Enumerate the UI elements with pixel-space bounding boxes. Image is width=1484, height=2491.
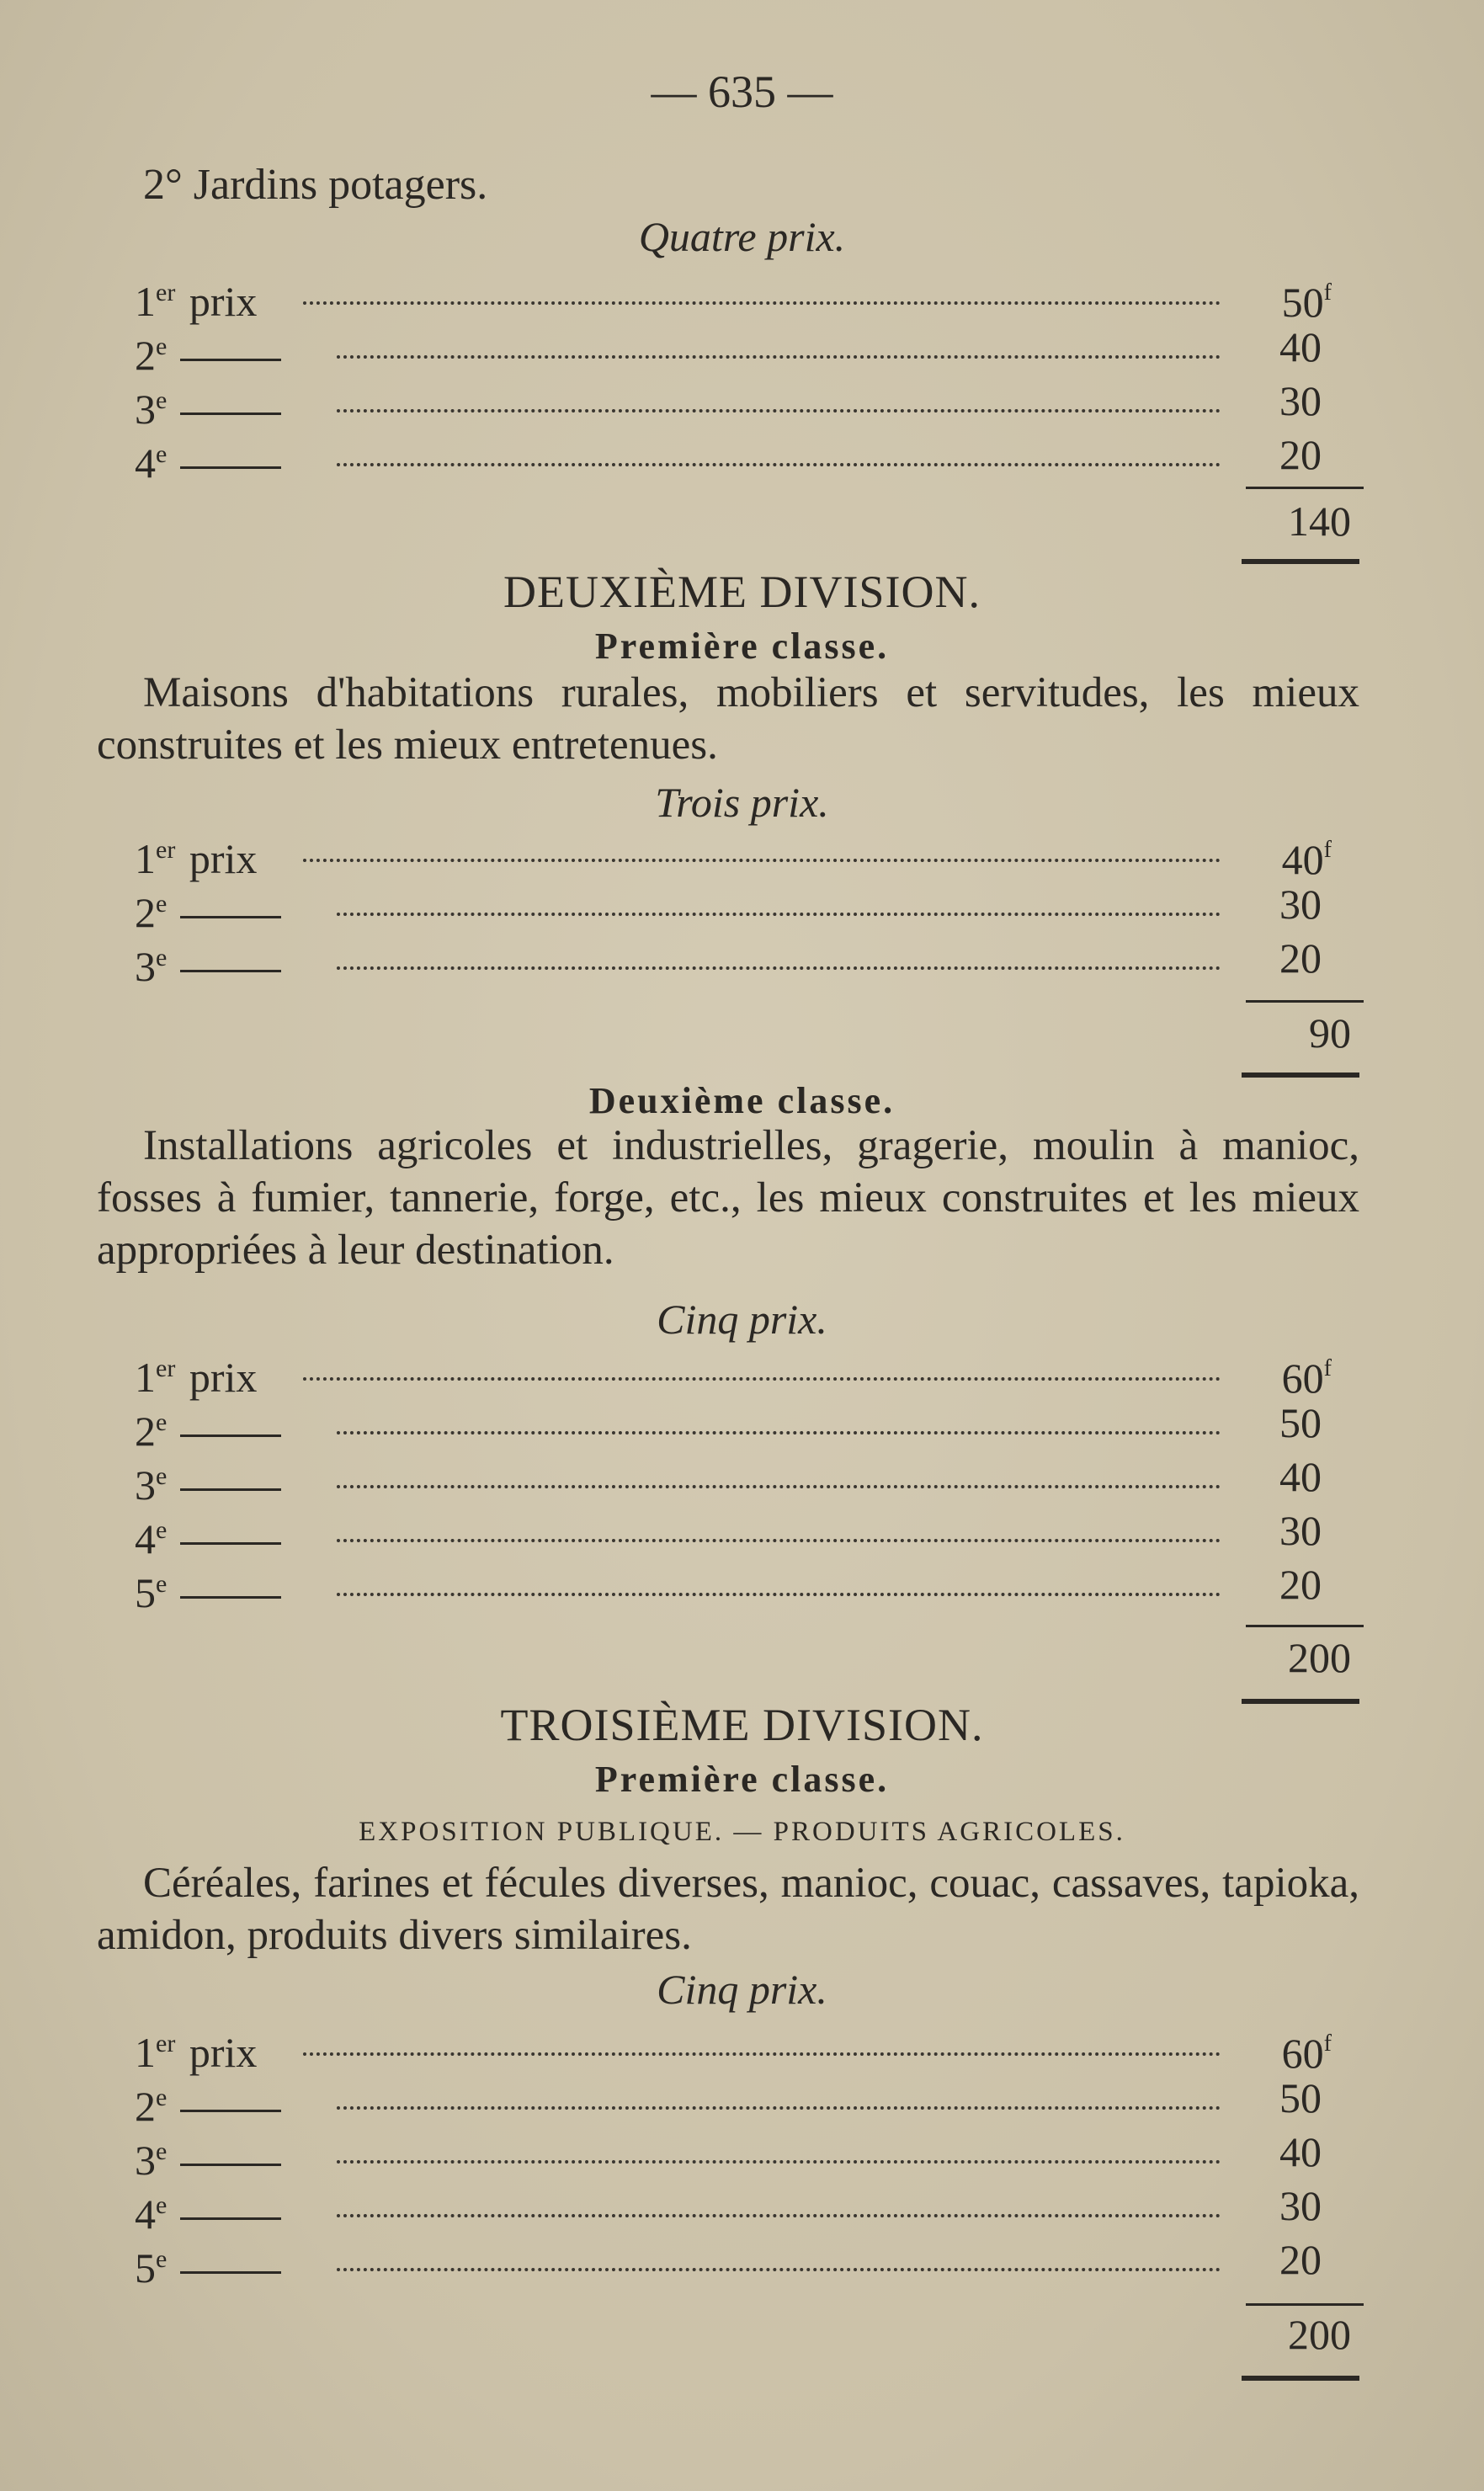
prize-row xyxy=(135,322,1347,379)
prize-count: Quatre prix. xyxy=(638,213,846,260)
prize-row xyxy=(135,2126,1347,2184)
prize-rank: 1er prix xyxy=(135,1354,258,1401)
prize-rank: 4e xyxy=(135,2180,281,2239)
prize-count: Cinq prix. xyxy=(657,1296,827,1343)
dot-leaders xyxy=(337,463,1221,466)
dot-leaders xyxy=(303,301,1221,305)
prize-row xyxy=(135,933,1347,990)
total-amount: 140 xyxy=(1288,498,1351,545)
classe-description: Maisons d'habitations rurales, mobiliers et servitudes, les mieux construites et les mieux entretenues. xyxy=(97,669,1359,769)
prize-rank: 2e xyxy=(135,322,281,381)
classe-subtitle: EXPOSITION PUBLIQUE. — PRODUITS AGRICOLES. xyxy=(359,1817,1125,1847)
prize-row xyxy=(135,429,1347,487)
prize-count: Cinq prix. xyxy=(657,1966,827,2013)
classe-title: Première classe. xyxy=(594,625,890,667)
prize-rank: 3e xyxy=(135,375,281,434)
prize-row xyxy=(135,2234,1347,2291)
dot-leaders xyxy=(337,409,1221,413)
prize-amount: 50 xyxy=(1279,2074,1322,2121)
prize-amount: 20 xyxy=(1279,1561,1322,1608)
dot-leaders xyxy=(337,966,1221,970)
prize-amount: 50$^f$ xyxy=(1281,279,1332,326)
prize-rank: 1er prix xyxy=(135,278,258,325)
prize-amount: 60$^f$ xyxy=(1281,1355,1332,1402)
prize-row xyxy=(135,268,1347,326)
classe-title: Première classe. xyxy=(594,1759,890,1800)
ditto-dash xyxy=(180,1596,281,1599)
dot-leaders xyxy=(303,1377,1221,1381)
dot-leaders xyxy=(337,2268,1221,2271)
division-title: TROISIÈME DIVISION. xyxy=(500,1700,984,1750)
ditto-dash xyxy=(180,1488,281,1491)
closing-rule xyxy=(1242,2376,1359,2381)
prize-rank: 2e xyxy=(135,2073,281,2132)
prize-row xyxy=(135,879,1347,936)
dot-leaders xyxy=(337,2214,1221,2217)
prize-amount: 30 xyxy=(1279,2182,1322,2229)
ditto-dash xyxy=(180,2217,281,2220)
total-rule xyxy=(1246,487,1364,489)
total-amount: 90 xyxy=(1309,1009,1351,1057)
dot-leaders xyxy=(337,1593,1221,1596)
prize-rank: 2e xyxy=(135,1397,281,1456)
dot-leaders xyxy=(337,2106,1221,2110)
closing-rule xyxy=(1242,1073,1359,1078)
dot-leaders xyxy=(303,2052,1221,2056)
closing-rule xyxy=(1242,559,1359,564)
total-amount: 200 xyxy=(1288,1634,1351,1681)
prize-row xyxy=(135,2073,1347,2130)
prize-rank: 4e xyxy=(135,1505,281,1564)
total-rule xyxy=(1246,1625,1364,1627)
prize-amount: 60$^f$ xyxy=(1281,2030,1332,2077)
classe-description: Céréales, farines et fécules diverses, manioc, couac, cassaves, tapioka, amidon, produits divers similaires. xyxy=(97,1860,1359,1959)
prize-rank: 3e xyxy=(135,933,281,992)
prize-rank: 5e xyxy=(135,1559,281,1618)
prize-amount: 30 xyxy=(1279,881,1322,928)
ditto-dash xyxy=(180,1434,281,1437)
prize-row xyxy=(135,825,1347,883)
prize-amount: 30 xyxy=(1279,1507,1322,1554)
prize-rank: 1er prix xyxy=(135,2029,258,2076)
prize-amount: 20 xyxy=(1279,2236,1322,2283)
ditto-dash xyxy=(180,916,281,918)
page-number: — 635 — xyxy=(651,67,833,117)
prize-amount: 40 xyxy=(1279,323,1322,370)
division-title: DEUXIÈME DIVISION. xyxy=(503,567,981,617)
prize-amount: 20 xyxy=(1279,934,1322,982)
prize-rank: 1er prix xyxy=(135,835,258,882)
total-rule xyxy=(1246,2303,1364,2306)
dot-leaders xyxy=(337,355,1221,359)
dot-leaders xyxy=(337,1431,1221,1434)
prize-rank: 3e xyxy=(135,1451,281,1510)
prize-row xyxy=(135,2180,1347,2238)
section-title: 2° Jardins potagers. xyxy=(143,161,488,209)
dot-leaders xyxy=(303,859,1221,862)
classe-title: Deuxième classe. xyxy=(588,1080,896,1121)
classe-description: Installations agricoles et industrielles, gragerie, moulin à manioc, fosses à fumier, tannerie, forge, etc., les mieux construites et les mieux appropriées à leur destination. xyxy=(97,1122,1359,1274)
prize-amount: 50 xyxy=(1279,1399,1322,1446)
total-rule xyxy=(1246,1000,1364,1003)
prize-count: Trois prix. xyxy=(655,779,829,826)
prize-amount: 40 xyxy=(1279,2128,1322,2175)
dot-leaders xyxy=(337,1539,1221,1542)
prize-amount: 40$^f$ xyxy=(1281,836,1332,883)
ditto-dash xyxy=(180,2164,281,2166)
ditto-dash xyxy=(180,466,281,469)
ditto-dash xyxy=(180,2110,281,2112)
prize-rank: 5e xyxy=(135,2234,281,2293)
prize-row xyxy=(135,375,1347,433)
total-amount: 200 xyxy=(1288,2311,1351,2358)
prize-rank: 4e xyxy=(135,429,281,488)
ditto-dash xyxy=(180,413,281,415)
prize-row xyxy=(135,1397,1347,1455)
prize-row xyxy=(135,1559,1347,1616)
ditto-dash xyxy=(180,359,281,361)
dot-leaders xyxy=(337,2160,1221,2164)
prize-row xyxy=(135,1344,1347,1402)
prize-row xyxy=(135,2019,1347,2077)
ditto-dash xyxy=(180,2271,281,2274)
ditto-dash xyxy=(180,1542,281,1545)
prize-amount: 30 xyxy=(1279,377,1322,424)
dot-leaders xyxy=(337,913,1221,916)
prize-rank: 2e xyxy=(135,879,281,938)
prize-amount: 40 xyxy=(1279,1453,1322,1500)
ditto-dash xyxy=(180,970,281,972)
prize-amount: 20 xyxy=(1279,431,1322,478)
prize-row xyxy=(135,1451,1347,1509)
dot-leaders xyxy=(337,1485,1221,1488)
prize-row xyxy=(135,1505,1347,1562)
prize-rank: 3e xyxy=(135,2126,281,2185)
